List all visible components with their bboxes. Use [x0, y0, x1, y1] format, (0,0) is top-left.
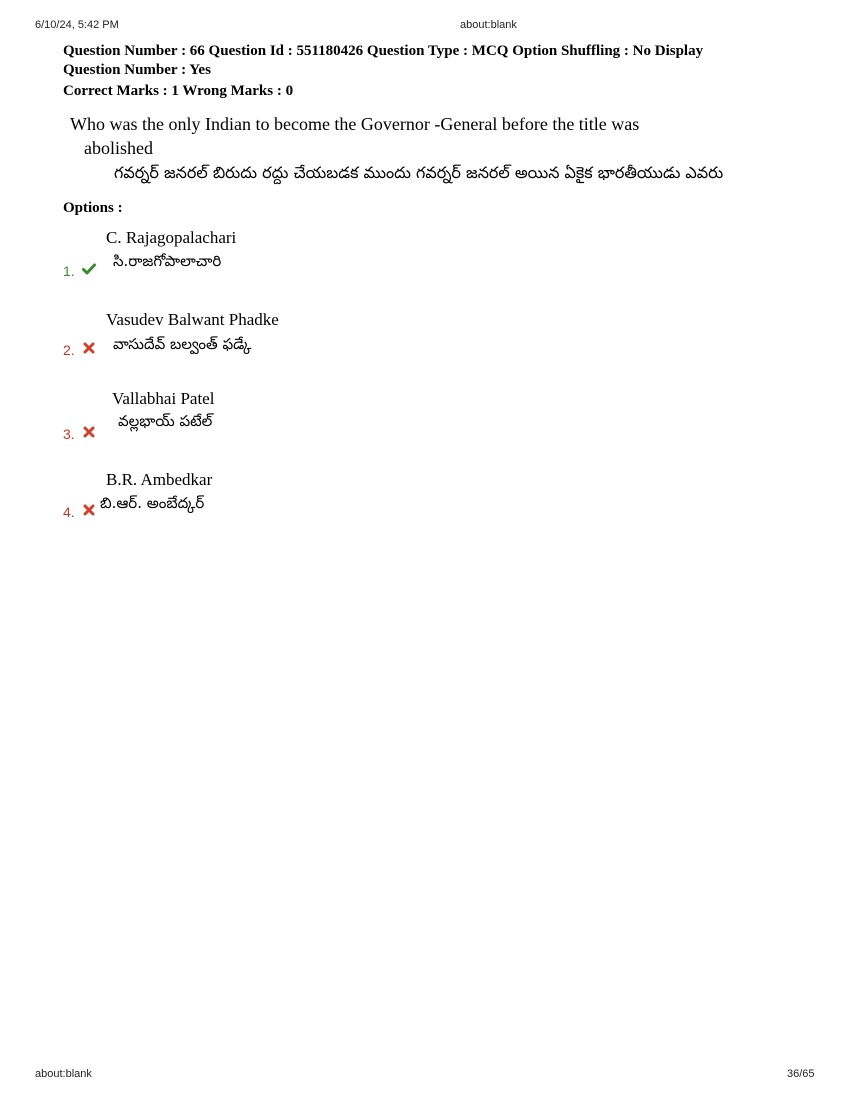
cross-icon	[82, 503, 96, 517]
print-datetime: 6/10/24, 5:42 PM	[35, 19, 119, 31]
option-text-en: C. Rajagopalachari	[106, 228, 237, 247]
option-text-en: Vasudev Balwant Phadke	[106, 310, 279, 329]
question-meta-line-2: Question Number : Yes	[63, 62, 211, 78]
question-text-te: గవర్నర్ జనరల్ బిరుదు రద్దు చేయబడక ముందు గవర్నర్ జనరల్ అయిన ఏకైక భారతీయుడు ఎవరు	[114, 163, 724, 182]
question-text-en-line-2: abolished	[84, 138, 153, 158]
question-meta-line-1: Question Number : 66 Question Id : 551180426 Question Type : MCQ Option Shuffling : No Display	[63, 43, 704, 59]
option-number: 1.	[63, 263, 75, 279]
option-number: 4.	[63, 504, 75, 520]
option-text-te: సి.రాజగోపాలాచారి	[113, 252, 222, 270]
cross-icon	[82, 425, 96, 439]
option-number: 3.	[63, 426, 75, 442]
option-text-en: B.R. Ambedkar	[106, 470, 213, 489]
option-text-te: బి.ఆర్. అంబేద్కర్	[100, 494, 205, 512]
option-text-te: వల్లభాయ్ పటేల్	[118, 412, 213, 430]
check-icon	[82, 262, 96, 276]
print-footer-url: about:blank	[35, 1068, 92, 1080]
options-label: Options :	[63, 200, 123, 216]
cross-icon	[82, 341, 96, 355]
question-text-en-line-1: Who was the only Indian to become the Governor -General before the title was	[70, 114, 640, 134]
option-text-te: వాసుదేవ్ బల్వంత్ ఫడ్కే	[113, 335, 252, 353]
question-marks: Correct Marks : 1 Wrong Marks : 0	[63, 83, 294, 99]
print-page-count: 36/65	[787, 1068, 815, 1080]
option-text-en: Vallabhai Patel	[112, 389, 215, 408]
option-number: 2.	[63, 342, 75, 358]
print-page-title: about:blank	[460, 19, 517, 31]
